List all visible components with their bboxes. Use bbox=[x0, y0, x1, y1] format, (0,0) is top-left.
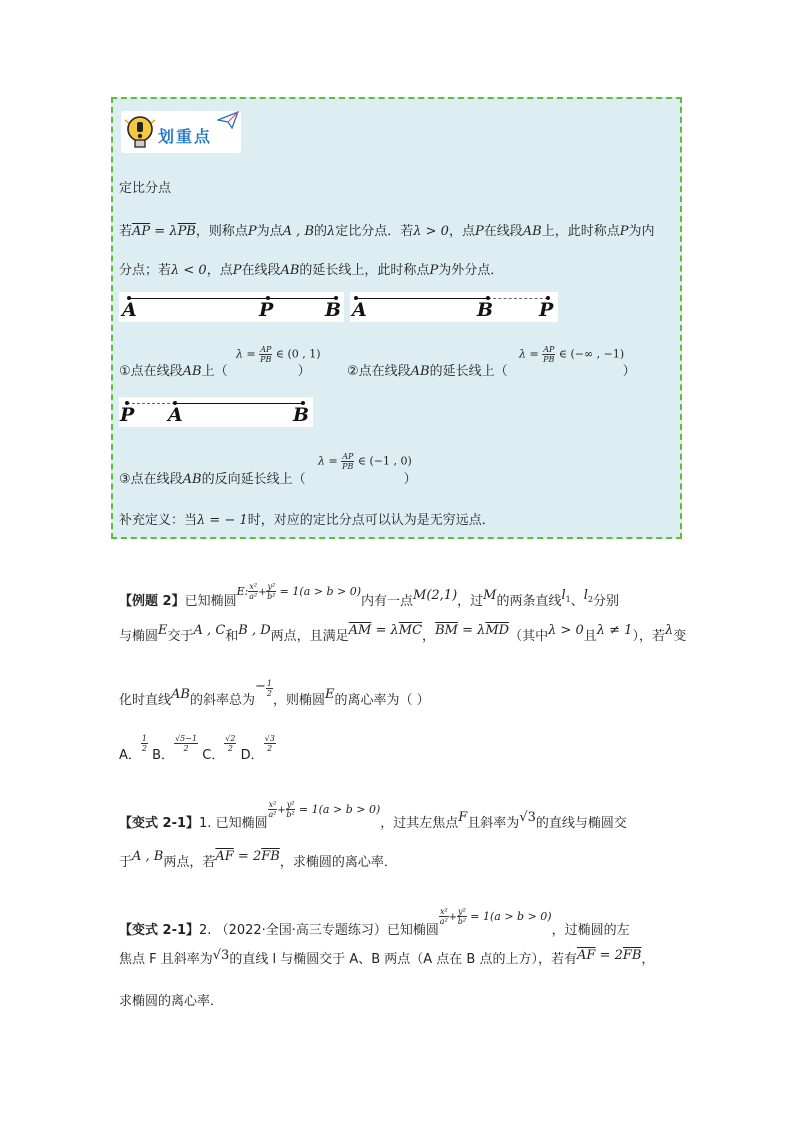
point-label: B bbox=[293, 404, 310, 426]
option-c[interactable]: C． $\frac{√2}{2}$ bbox=[202, 734, 236, 763]
definition-line-2: 分点；若λ < 0，点P在线段AB的延长线上，此时称点P为外分点． bbox=[119, 263, 504, 278]
case-2-formula: λ = $\frac{AP}{PB}$ ∈ (−∞ , −1) bbox=[519, 345, 625, 364]
point-label: P bbox=[539, 299, 554, 321]
example-line-2: 与椭圆E交于A , C和B , D两点，且满足$\overline{AM} = \lambda\overline{MC}$，$\overline{BM} = \lambda\overline{MD}$（其中λ > 0且λ ≠ 1），若λ变 bbox=[119, 623, 687, 644]
point-label: P bbox=[259, 299, 274, 321]
variant-1-line-2: 于A , B两点，若$\overline{AF} = 2\overline{FB}$，求椭圆的离心率． bbox=[119, 849, 397, 870]
lightbulb-icon bbox=[123, 112, 157, 152]
diagram-reverse-extension bbox=[119, 397, 313, 427]
point-label: B bbox=[325, 299, 342, 321]
option-d[interactable]: D． $\frac{√3}{2}$ bbox=[240, 734, 275, 763]
example-line-3: 化时直线AB的斜率总为− $\frac{1}{2}$ ，则椭圆E的离心率为（ ） bbox=[119, 679, 430, 708]
variant-2-line-2: 焦点 F 且斜率为√3的直线 l 与椭圆交于 A、B 两点（A 点在 B 点的上方），若有$\overline{AF} = 2\overline{FB}$， bbox=[119, 948, 655, 967]
point-label: A bbox=[168, 404, 183, 426]
case-2: ②点在线段AB的延长线上（ ） bbox=[347, 364, 636, 379]
option-a[interactable]: A． $\frac{1}{2}$ bbox=[119, 734, 147, 763]
variant-1-line-1: 【变式 2-1】1. 已知椭圆 $\frac{\text{x²}}{\text{a²}}$ + $\frac{\text{y²}}{\text{b²}}$ $^{= 1(a > b > 0)}$，过其左焦点F且斜率为√3的直线与椭圆交 bbox=[119, 800, 627, 831]
diagram-internal-division bbox=[119, 292, 344, 322]
case-3-formula: λ = $\frac{AP}{PB}$ ∈ (−1 , 0) bbox=[318, 452, 412, 471]
definition-line-1: 若$\overline{AP} = \lambda\overline{PB}$，则称点P为点A , B的λ定比分点．若λ > 0，点P在线段AB上，此时称点P为内 bbox=[119, 224, 655, 239]
badge-label: 划重点 bbox=[158, 127, 213, 146]
paper-plane-icon bbox=[217, 111, 239, 129]
supplementary-definition: 补充定义：当λ = − 1时，对应的定比分点可以认为是无穷远点． bbox=[119, 513, 495, 528]
case-3: ③点在线段AB的反向延长线上（ ） bbox=[119, 472, 417, 487]
diagram-external-division bbox=[350, 292, 558, 322]
point-label: A bbox=[352, 299, 367, 321]
example-line-1: 【例题 2】已知椭圆$^{E:}$ $\frac{\text{x²}}{\text{a²}}$ + $\frac{\text{y²}}{\text{b²}}$ $^{= 1(a > b > 0)}$内有一点M(2,1)，过M的两条直线$l^1$、$l^2$分别 bbox=[119, 582, 620, 609]
option-b[interactable]: B． $\frac{√5-1}{2}$ bbox=[152, 734, 198, 763]
example-options bbox=[119, 734, 276, 763]
point-label: A bbox=[122, 299, 137, 321]
point-label: P bbox=[120, 404, 135, 426]
variant-2-line-3: 求椭圆的离心率． bbox=[119, 994, 224, 1009]
case-1: ①点在线段AB上（ ） bbox=[119, 364, 311, 379]
section-heading: 定比分点 bbox=[119, 181, 172, 196]
case-1-formula: λ = $\frac{AP}{PB}$ ∈ (0 , 1) bbox=[236, 345, 321, 364]
point-label: B bbox=[477, 299, 494, 321]
variant-2-line-1: 【变式 2-1】2. （2022·全国·高三专题练习）已知椭圆 $\frac{\text{x²}}{\text{a²}}$ + $\frac{\text{y²}}{\text{b²}}$ $^{= 1(a > b > 0)}$，过椭圆的左 bbox=[119, 907, 630, 938]
